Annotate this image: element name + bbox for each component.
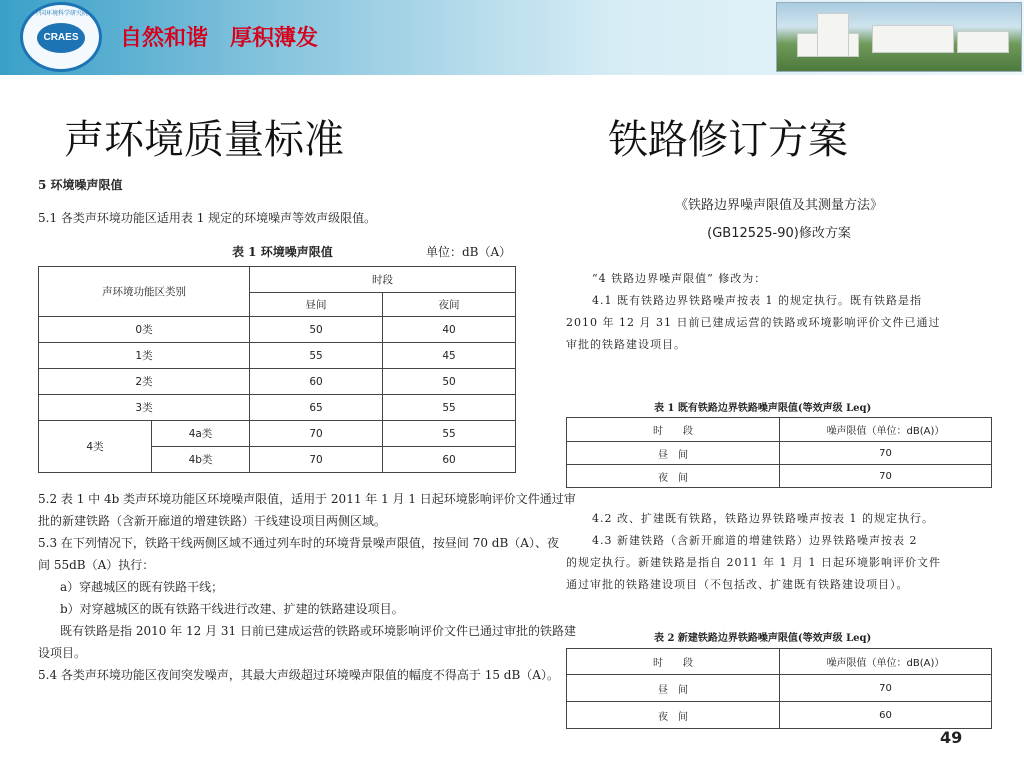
campus-photo — [776, 2, 1022, 72]
right-line5: 4.2 改、扩建既有铁路，铁路边界铁路噪声按表 1 的规定执行。 — [592, 512, 934, 525]
cell-night: 40 — [383, 317, 516, 343]
t2-cell-period: 夜 间 — [567, 702, 780, 729]
logo-text: CRAES — [37, 23, 85, 53]
cell-night: 45 — [383, 343, 516, 369]
t1-header-period: 时 段 — [567, 418, 780, 442]
cell-night: 55 — [383, 421, 516, 447]
slogan: 自然和谐 厚积薄发 — [120, 26, 319, 51]
right-title: 铁路修订方案 — [608, 117, 848, 163]
noise-limit-table — [38, 266, 516, 473]
t1-cell-period: 昼 间 — [567, 442, 780, 465]
logo-ring-text: 中国环境科学研究院 — [33, 10, 88, 17]
para-5-4: 5.4 各类声环境功能区夜间突发噪声，其最大声级超过环境噪声限值的幅度不得高于 15 dB（A）。 — [38, 668, 559, 682]
right-table1 — [566, 417, 992, 488]
right-line4: 审批的铁路建设项目。 — [566, 338, 686, 351]
cell-day: 50 — [250, 317, 383, 343]
cell-cat: 3类 — [39, 395, 250, 421]
section-heading: 5 环境噪声限值 — [38, 178, 123, 192]
craes-logo — [20, 2, 102, 72]
para-5-3-line2: 间 55dB（A）执行： — [38, 558, 155, 572]
right-line2: 4.1 既有铁路边界铁路噪声按表 1 的规定执行。既有铁路是指 — [592, 294, 922, 307]
cell-cat: 4类 — [39, 421, 152, 473]
table-caption: 表 1 环境噪声限值 — [232, 245, 333, 259]
cell-cat: 2类 — [39, 369, 250, 395]
right-line7: 的规定执行。新建铁路是指自 2011 年 1 月 1 日起环境影响评价文件 — [566, 556, 941, 569]
t2-cell-period: 昼 间 — [567, 675, 780, 702]
para-5-2-line1: 5.2 表 1 中 4b 类声环境功能区环境噪声限值，适用于 2011 年 1 月 1 日起环境影响评价文件通过审 — [38, 492, 576, 506]
cell-cat: 1类 — [39, 343, 250, 369]
right-paragraphs-1 — [566, 268, 996, 356]
col-day: 昼间 — [250, 293, 383, 317]
cell-day: 65 — [250, 395, 383, 421]
right-title-line1: 《铁路边界噪声限值及其测量方法》 — [674, 198, 883, 213]
right-line6: 4.3 新建铁路（含新开廊道的增建铁路）边界铁路噪声按表 2 — [592, 534, 918, 547]
cell-cat: 0类 — [39, 317, 250, 343]
cell-night: 60 — [383, 447, 516, 473]
t2-cell-value: 70 — [780, 675, 992, 702]
right-line1: “4 铁路边界噪声限值” 修改为： — [592, 272, 767, 285]
col-period: 时段 — [250, 267, 516, 293]
right-paragraphs-2 — [566, 508, 996, 596]
right-table1-caption: 表 1 既有铁路边界铁路噪声限值(等效声级 Leq) — [654, 403, 872, 414]
col-night: 夜间 — [383, 293, 516, 317]
cell-day: 55 — [250, 343, 383, 369]
left-paragraphs — [38, 488, 576, 686]
right-table2 — [566, 648, 992, 729]
left-document — [38, 176, 528, 229]
right-doc-title — [566, 192, 992, 248]
cell-sub: 4a类 — [152, 421, 250, 447]
t1-cell-value: 70 — [780, 442, 992, 465]
t2-cell-value: 60 — [780, 702, 992, 729]
t1-header-limit: 噪声限值（单位：dB(A)） — [780, 418, 992, 442]
right-line8: 通过审批的铁路建设项目（不包括改、扩建既有铁路建设项目）。 — [566, 578, 909, 591]
cell-night: 50 — [383, 369, 516, 395]
right-table2-caption: 表 2 新建铁路边界铁路噪声限值(等效声级 Leq) — [654, 633, 872, 644]
para-5-1: 5.1 各类声环境功能区适用表 1 规定的环境噪声等效声级限值。 — [38, 211, 377, 225]
cell-night: 55 — [383, 395, 516, 421]
cell-day: 70 — [250, 447, 383, 473]
para-5-3-a: a）穿越城区的既有铁路干线； — [60, 580, 224, 594]
left-title: 声环境质量标准 — [64, 117, 344, 163]
para-5-3-b: b）对穿越城区的既有铁路干线进行改建、扩建的铁路建设项目。 — [60, 602, 404, 616]
col-category: 声环境功能区类别 — [39, 267, 250, 317]
para-5-3-line1: 5.3 在下列情况下，铁路干线两侧区域不通过列车时的环境背景噪声限值，按昼间 70 dB（A）、夜 — [38, 536, 559, 550]
cell-sub: 4b类 — [152, 447, 250, 473]
page-number: 49 — [940, 728, 963, 747]
t1-cell-period: 夜 间 — [567, 465, 780, 488]
right-title-line2: (GB12525-90)修改方案 — [707, 226, 851, 241]
t1-cell-value: 70 — [780, 465, 992, 488]
table-unit: 单位：dB（A） — [426, 245, 512, 259]
header-banner — [0, 0, 1024, 75]
para-5-3-c2: 设项目。 — [38, 646, 87, 660]
para-5-2-line2: 批的新建铁路（含新开廊道的增建铁路）干线建设项目两侧区域。 — [38, 514, 387, 528]
cell-day: 60 — [250, 369, 383, 395]
para-5-3-c1: 既有铁路是指 2010 年 12 月 31 日前已建成运营的铁路或环境影响评价文件已通过审批的铁路建 — [60, 624, 576, 638]
cell-day: 70 — [250, 421, 383, 447]
t2-header-limit: 噪声限值（单位：dB(A)） — [780, 649, 992, 675]
right-line3: 2010 年 12 月 31 日前已建成运营的铁路或环境影响评价文件已通过 — [566, 316, 941, 329]
t2-header-period: 时 段 — [567, 649, 780, 675]
